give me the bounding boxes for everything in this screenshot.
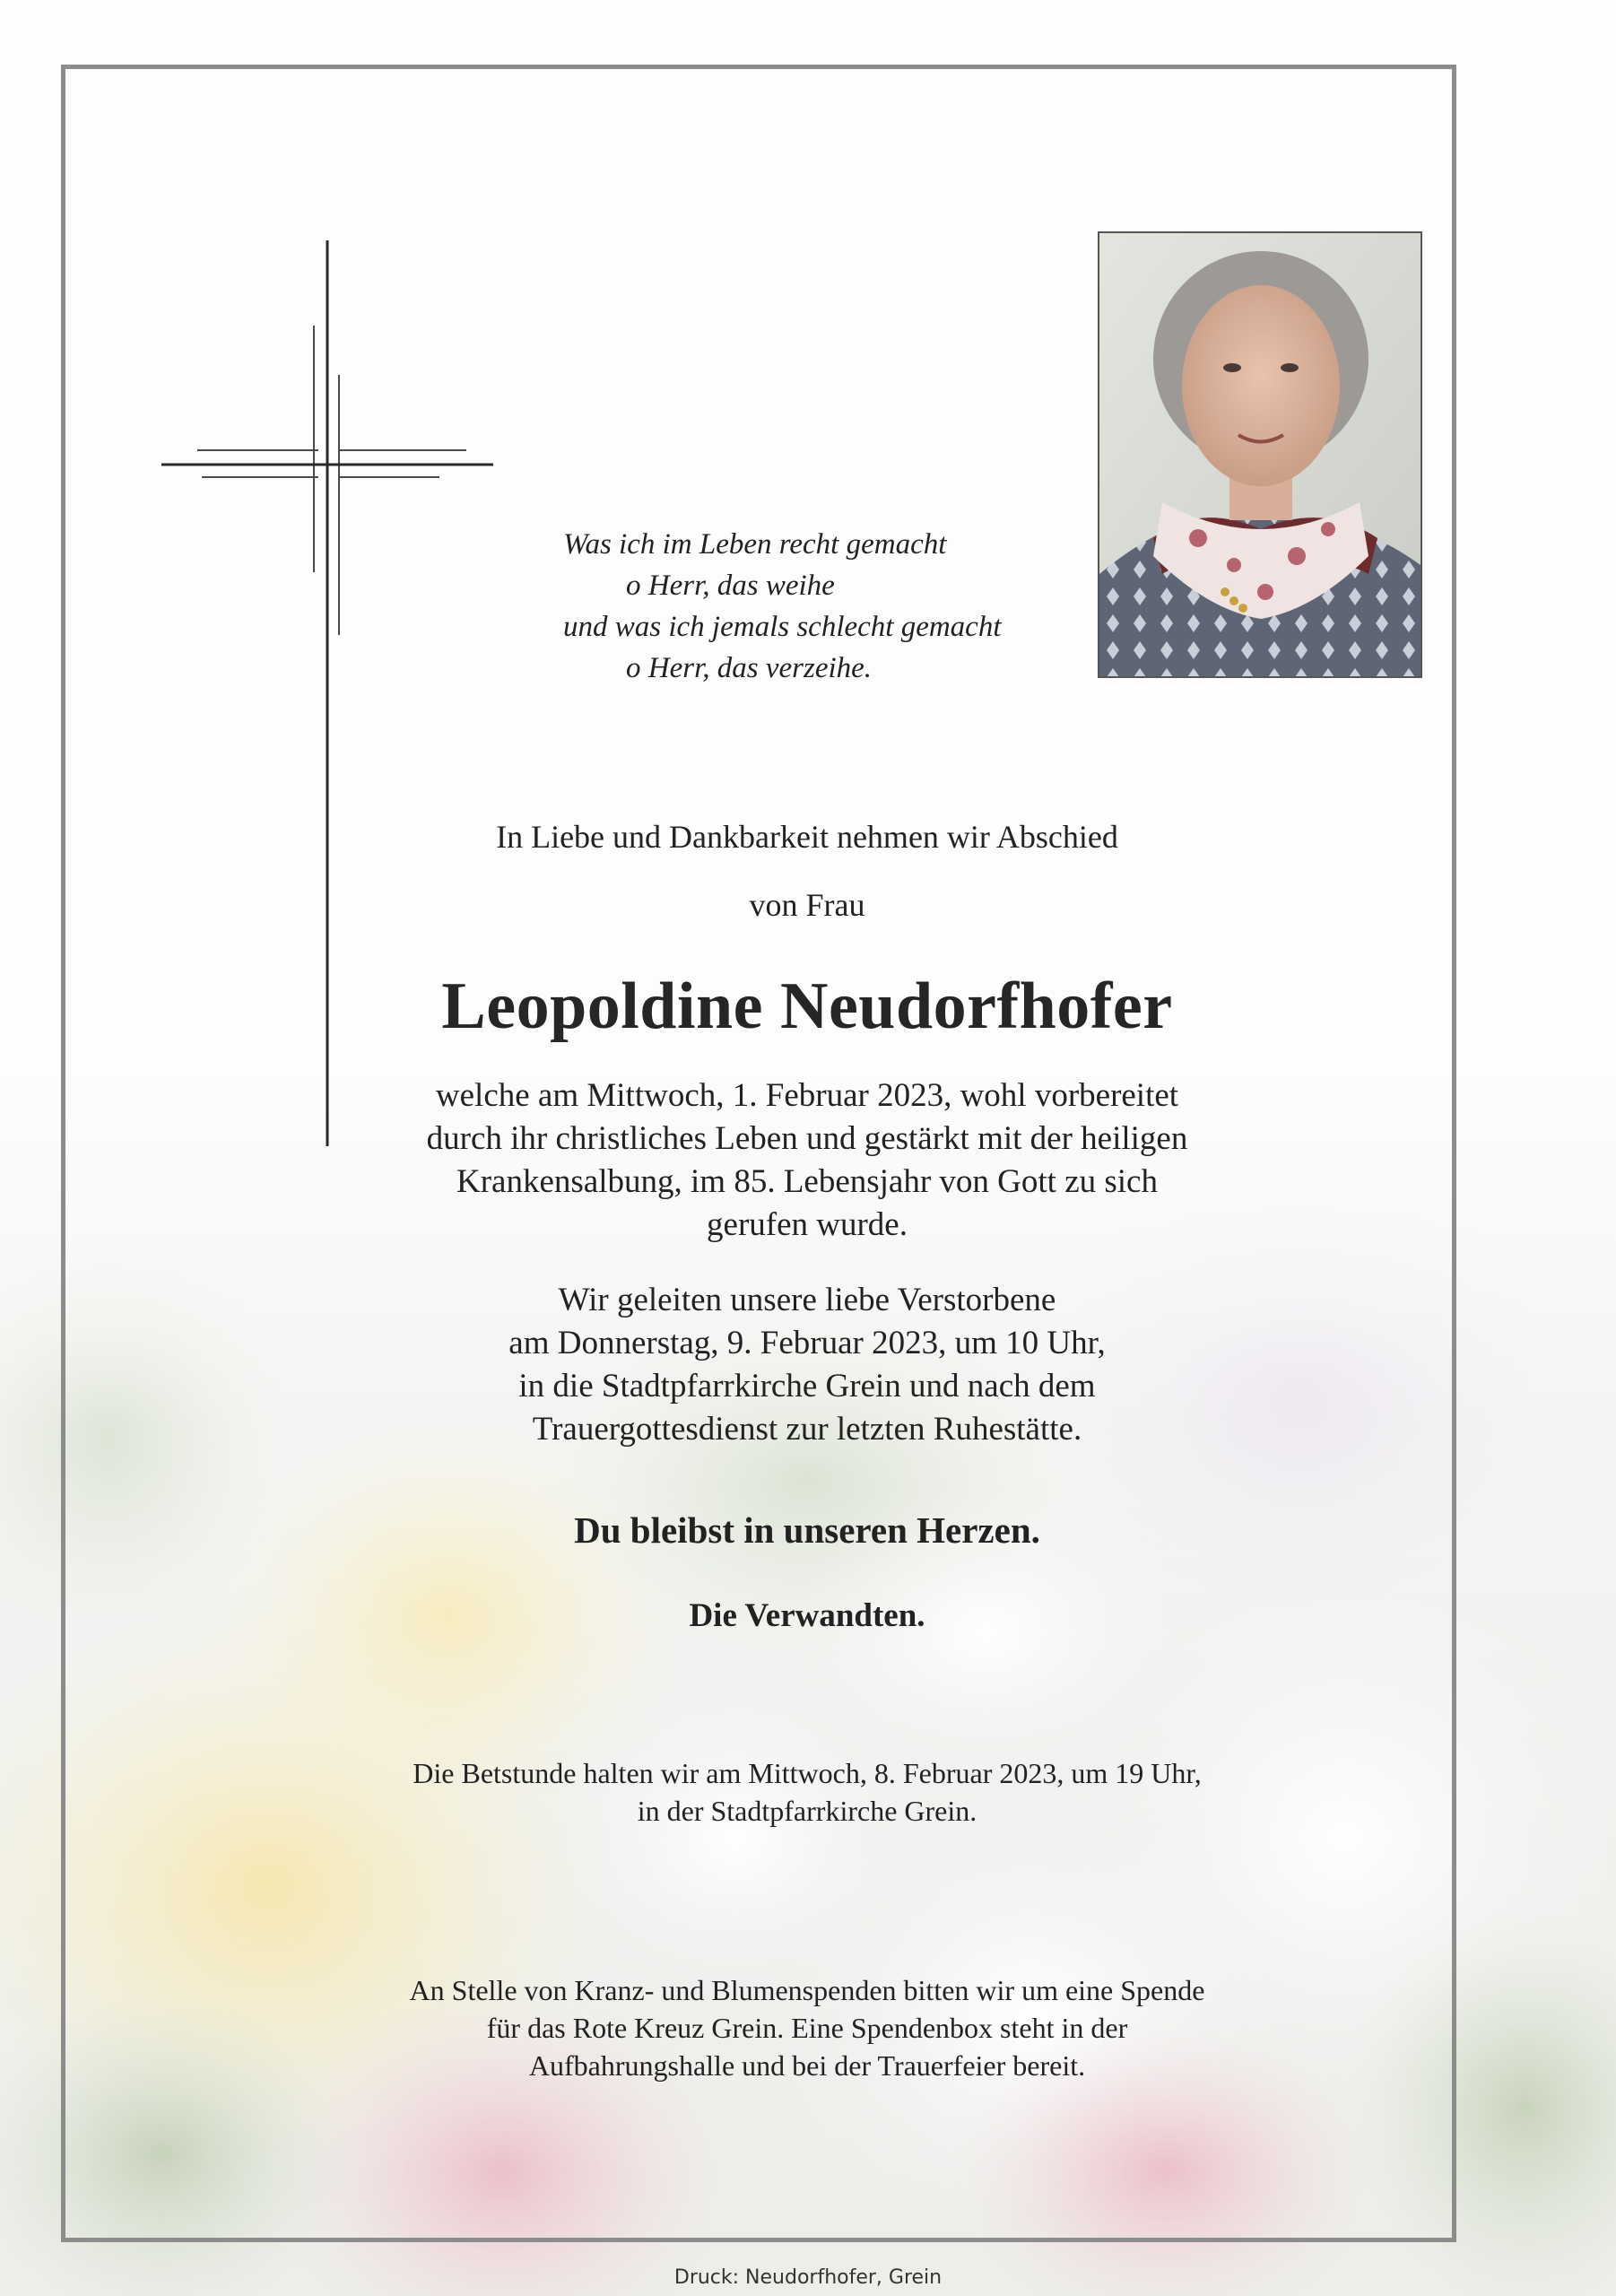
verse-line-2: o Herr, das weihe <box>626 570 835 602</box>
salutation: von Frau <box>749 887 865 923</box>
funeral-line: in die Stadtpfarrkirche Grein und nach dem <box>518 1368 1096 1405</box>
verse-line-3: und was ich jemals schlecht gemacht <box>563 611 1002 643</box>
portrait-photo <box>1098 231 1422 678</box>
signature: Die Verwandten. <box>689 1597 925 1634</box>
funeral-notice <box>179 1279 1435 1451</box>
funeral-line: Trauergottesdienst zur letzten Ruhestätte. <box>532 1411 1082 1448</box>
intro-text: In Liebe und Dankbarkeit nehmen wir Abschied <box>496 819 1118 855</box>
donation-line: für das Rote Kreuz Grein. Eine Spendenbox steht in der <box>486 2012 1128 2044</box>
donation-line: An Stelle von Kranz- und Blumenspenden bitten wir um eine Spende <box>409 1974 1205 2006</box>
verse <box>563 524 1065 689</box>
verse-line-4: o Herr, das verzeihe. <box>626 652 873 684</box>
prayer-line: Die Betstunde halten wir am Mittwoch, 8. Februar 2023, um 19 Uhr, <box>413 1757 1202 1789</box>
death-line: welche am Mittwoch, 1. Februar 2023, wohl vorbereitet <box>435 1077 1179 1114</box>
death-notice <box>179 1074 1435 1247</box>
funeral-line: Wir geleiten unsere liebe Verstorbene <box>558 1282 1056 1318</box>
prayer-notice <box>179 1754 1435 1830</box>
death-line: durch ihr christliches Leben und gestärkt mit der heiligen <box>426 1120 1188 1157</box>
death-line: Krankensalbung, im 85. Lebensjahr von Gott zu sich <box>456 1163 1158 1200</box>
donation-line: Aufbahrungshalle und bei der Trauerfeier bereit. <box>528 2049 1086 2082</box>
donation-notice <box>179 1971 1435 2084</box>
verse-line-1: Was ich im Leben recht gemacht <box>563 528 947 561</box>
funeral-line: am Donnerstag, 9. Februar 2023, um 10 Uhr, <box>508 1325 1106 1361</box>
printer-credit: Druck: Neudorfhofer, Grein <box>673 2266 943 2289</box>
deceased-name: Leopoldine Neudorfhofer <box>441 970 1173 1043</box>
prayer-line: in der Stadtpfarrkirche Grein. <box>637 1795 977 1827</box>
closing-line: Du bleibst in unseren Herzen. <box>574 1509 1040 1551</box>
death-line: gerufen wurde. <box>707 1206 908 1243</box>
